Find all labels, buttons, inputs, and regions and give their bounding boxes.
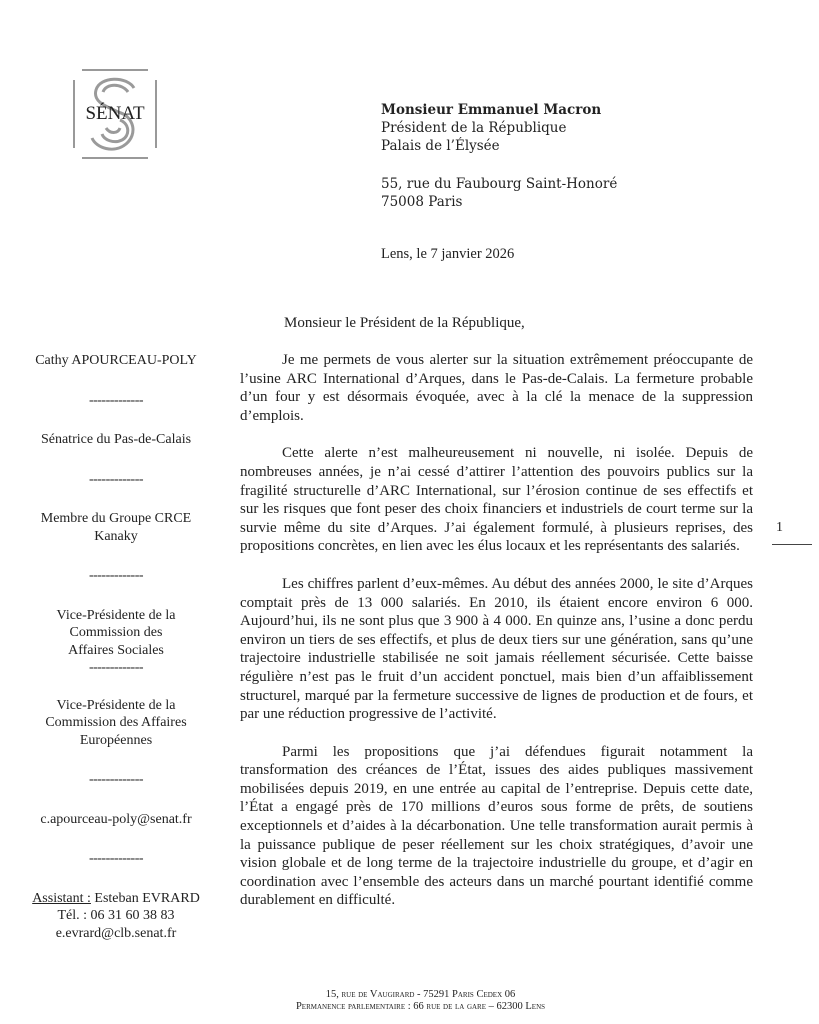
senat-logo-icon — [72, 66, 158, 162]
sender-sidebar — [0, 352, 232, 942]
paragraph: Les chiffres parlent d’eux-mêmes. Au début des années 2000, le site d’Arques comptait près de 13 000 salariés. En 2010, ils étaient encore environ 6 000. Aujourd’hui, ils ne sont plus que 3 900 à 4 000. En quinze ans, l’usine a donc perdu environ un tiers de ses effectifs, et plus de deux tiers sur une génération, sans qu’une trajectoire industrielle stabilisée ne soit jamais réellement sécurisée. Cette baisse régulière n’est pas le fruit d’un accident ponctuel, mais bien d’un affaiblissement structurel, marqué par la fermeture successive de lignes de production et de fours, et par une réduction progressive de l’activité. — [240, 575, 753, 723]
sender-role: Sénatrice du Pas-de-Calais — [40, 432, 192, 447]
footer-address — [0, 989, 819, 1013]
salutation: Monsieur le Président de la République, — [284, 315, 525, 331]
assistant-label: Assistant : — [32, 890, 91, 906]
separator: ------------- — [88, 772, 144, 787]
recipient-name: Monsieur Emmanuel Macron — [381, 102, 602, 118]
assistant-email[interactable]: e.evrard@clb.senat.fr — [55, 925, 177, 941]
footer-line-1: 15, rue de Vaugirard - 75291 Paris Cedex 06 — [325, 989, 516, 1000]
separator: ------------- — [88, 660, 144, 675]
sender-group: Membre du Groupe CRCE — [40, 511, 192, 526]
letter-body — [240, 351, 753, 929]
sender-email[interactable]: c.apourceau-poly@senat.fr — [40, 811, 192, 827]
svg-text:SÉNAT: SÉNAT — [85, 103, 145, 124]
sender-vp1-line2: Commission des — [69, 625, 163, 640]
paragraph: Parmi les propositions que j’ai défendues figurait notamment la transformation des créances de l’État, issues des aides publiques massivement mobilisées depuis 2019, en une entrée au capital de l’entreprise. Depuis cette date, l’État a engagé près de 170 millions d’euros sous forme de prêts, de soutiens exceptionnels et d’aides à la décarbonation. Une telle transformation aurait permis à la puissance publique de peser réellement sur les choix stratégiques, d’avoir une vision globale et de long terme de la trajectoire industrielle du groupe, et d’agir en coordination avec l’ensemble des acteurs dans un marché pourtant identifié comme durablement en difficulté. — [240, 743, 753, 909]
paragraph: Cette alerte n’est malheureusement ni nouvelle, ni isolée. Depuis de nombreuses années, je n’ai cessé d’attirer l’attention des pouvoirs publics sur la fragilité structurelle d’ARC International, sur l’érosion continue de ses effectifs et sur les risques que font peser des choix financiers et industriels de court terme sur la survie même du site d’Arques. J’ai également formulé, à plusieurs reprises, des propositions concrètes, en lien avec les élus locaux et les représentants des salariés. — [240, 445, 753, 555]
sender-vp1-line3: Affaires Sociales — [68, 642, 164, 658]
assistant-phone: Tél. : 06 31 60 38 83 — [57, 908, 175, 923]
recipient-street: 55, rue du Faubourg Saint-Honoré — [381, 176, 618, 192]
page-number-rule — [772, 544, 812, 545]
sender-vp1: Vice-Présidente de la — [56, 607, 176, 623]
letter-date: Lens, le 7 janvier 2026 — [381, 246, 515, 262]
sender-group-line2: Kanaky — [94, 528, 138, 544]
senat-logo — [72, 66, 158, 162]
recipient-title: Président de la République — [381, 120, 567, 136]
separator: ------------- — [88, 851, 144, 866]
page-number: 1 — [776, 520, 783, 535]
footer-line-2: Permanence parlementaire : 66 rue de la gare – 62300 Lens — [295, 1001, 546, 1012]
sender-name: Cathy APOURCEAU-POLY — [35, 353, 197, 368]
sender-vp2-line2: Commission des Affaires — [45, 715, 187, 730]
assistant-line — [0, 890, 232, 908]
separator: ------------- — [88, 392, 144, 408]
assistant-name: Esteban EVRARD — [90, 890, 200, 906]
recipient-city: 75008 Paris — [381, 194, 463, 210]
separator: ------------- — [88, 471, 144, 487]
recipient-place: Palais de l’Élysée — [381, 138, 500, 154]
recipient-address — [381, 101, 701, 211]
sender-vp2: Vice-Présidente de la — [56, 697, 176, 713]
sender-vp2-line3: Européennes — [79, 732, 153, 748]
separator: ------------- — [88, 568, 144, 583]
paragraph: Je me permets de vous alerter sur la situation extrêmement préoccupante de l’usine ARC International d’Arques, dans le Pas-de-Calais. La fermeture probable d’un four y est désormais évoquée, avec à la clé la menace de la suppression d’emplois. — [240, 352, 753, 424]
